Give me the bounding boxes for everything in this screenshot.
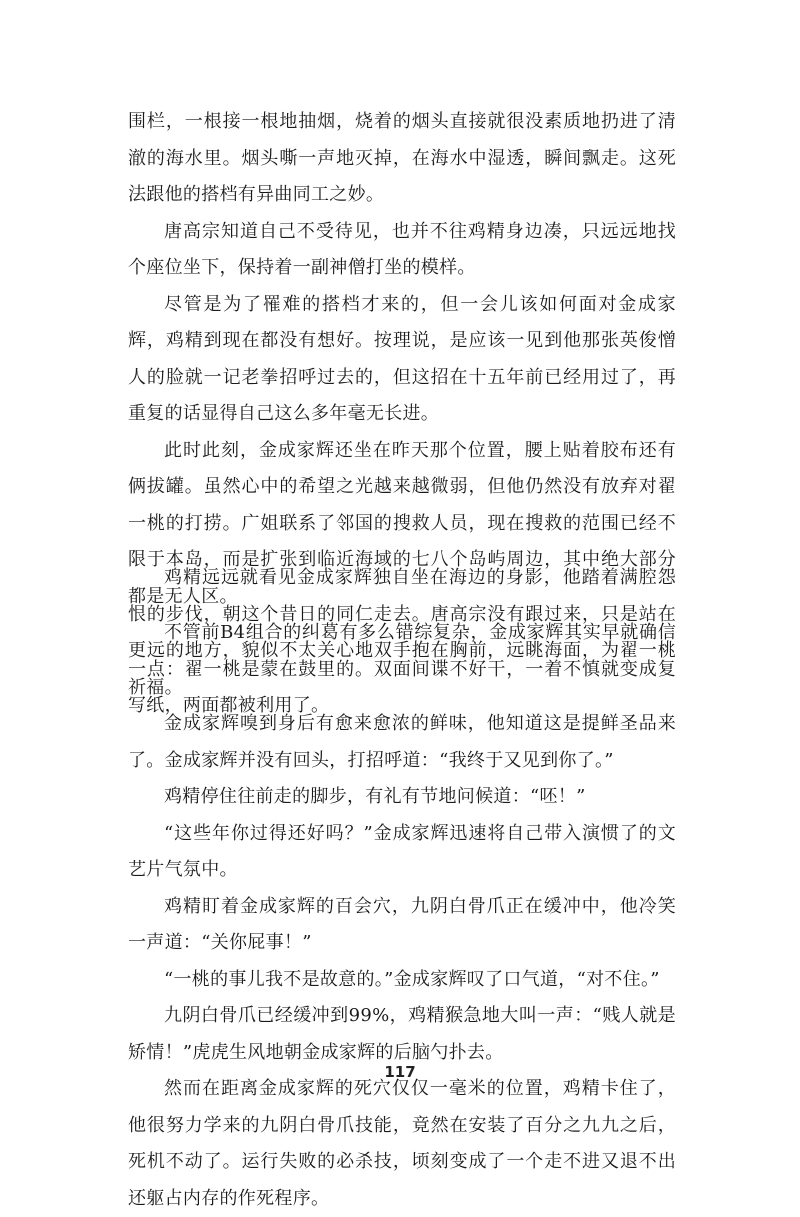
paragraph: “一桃的事儿我不是故意的。”金成家辉叹了口气道，“对不住。” xyxy=(164,968,660,990)
paragraph: 九阴白骨爪已经缓冲到99%，鸡精猴急地大叫一声：“贱人就是矫情！”虎虎生风地朝金成家辉的后脑勺扑去。 xyxy=(128,1005,676,1063)
paragraph: 此时此刻，金成家辉还坐在昨天那个位置，腰上贴着胶布还有俩拔罐。虽然心中的希望之光越来越微弱，但他仍然没有放弃对翟一桃的打捞。广姐联系了邻国的搜救人员，现在搜救的范围已经不限于本岛，而是扩张到临近海域的七八个岛屿周边，其中绝大部分都是无人区。 xyxy=(128,439,676,607)
paragraph: 然而在距离金成家辉的死穴仅仅一毫米的位置，鸡精卡住了，他很努力学来的九阴白骨爪技能，竟然在安装了百分之九九之后，死机不动了。运行失败的必杀技，顷刻变成了一个走不进又退不出还躯占内存的作死程序。 xyxy=(128,1078,676,1209)
paragraph: 不管前B4组合的纠葛有多么错综复杂，金成家辉其实早就确信一点：翟一桃是蒙在鼓里的。双面间谍不好干，一着不慎就变成复写纸，两面都被利用了。 xyxy=(128,622,676,716)
paragraph: 鸡精远远就看见金成家辉独自坐在海边的身影，他踏着满腔怨恨的步伐，朝这个昔日的同仁走去。唐高宗没有跟过来，只是站在更远的地方，貌似不太关心地双手抱在胸前，远眺海面，为翟一桃祈福。 xyxy=(128,567,676,698)
page-number: 117 xyxy=(384,1063,416,1081)
paragraph: “这些年你过得还好吗？”金成家辉迅速将自己带入演惯了的文艺片气氛中。 xyxy=(128,822,676,880)
paragraph: 尽管是为了罹难的搭档才来的，但一会儿该如何面对金成家辉，鸡精到现在都没有想好。按理说，是应该一见到他那张英俊憎人的脸就一记老拳招呼过去的，但这招在十五年前已经用过了，再重复的话显得自己这么多年毫无长进。 xyxy=(128,293,676,424)
paragraph: 鸡精停住往前走的脚步，有礼有节地问候道：“呸！” xyxy=(164,786,586,807)
text-section-2 xyxy=(128,560,676,1217)
paragraph: 鸡精盯着金成家辉的百会穴，九阴白骨爪正在缓冲中，他冷笑一声道：“关你屁事！” xyxy=(128,895,676,953)
paragraph: 金成家辉嗅到身后有愈来愈浓的鲜味，他知道这是提鲜圣品来了。金成家辉并没有回头，打招呼道：“我终于又见到你了。” xyxy=(128,713,676,771)
paragraph: 唐高宗知道自己不受待见，也并不往鸡精身边凑，只远远地找个座位坐下，保持着一副神僧打坐的模样。 xyxy=(128,220,676,278)
paragraph-continued: 围栏，一根接一根地抽烟，烧着的烟头直接就很没素质地扔进了清澈的海水里。烟头嘶一声地灭掉，在海水中湿透，瞬间飘走。这死法跟他的搭档有异曲同工之妙。 xyxy=(128,111,676,205)
